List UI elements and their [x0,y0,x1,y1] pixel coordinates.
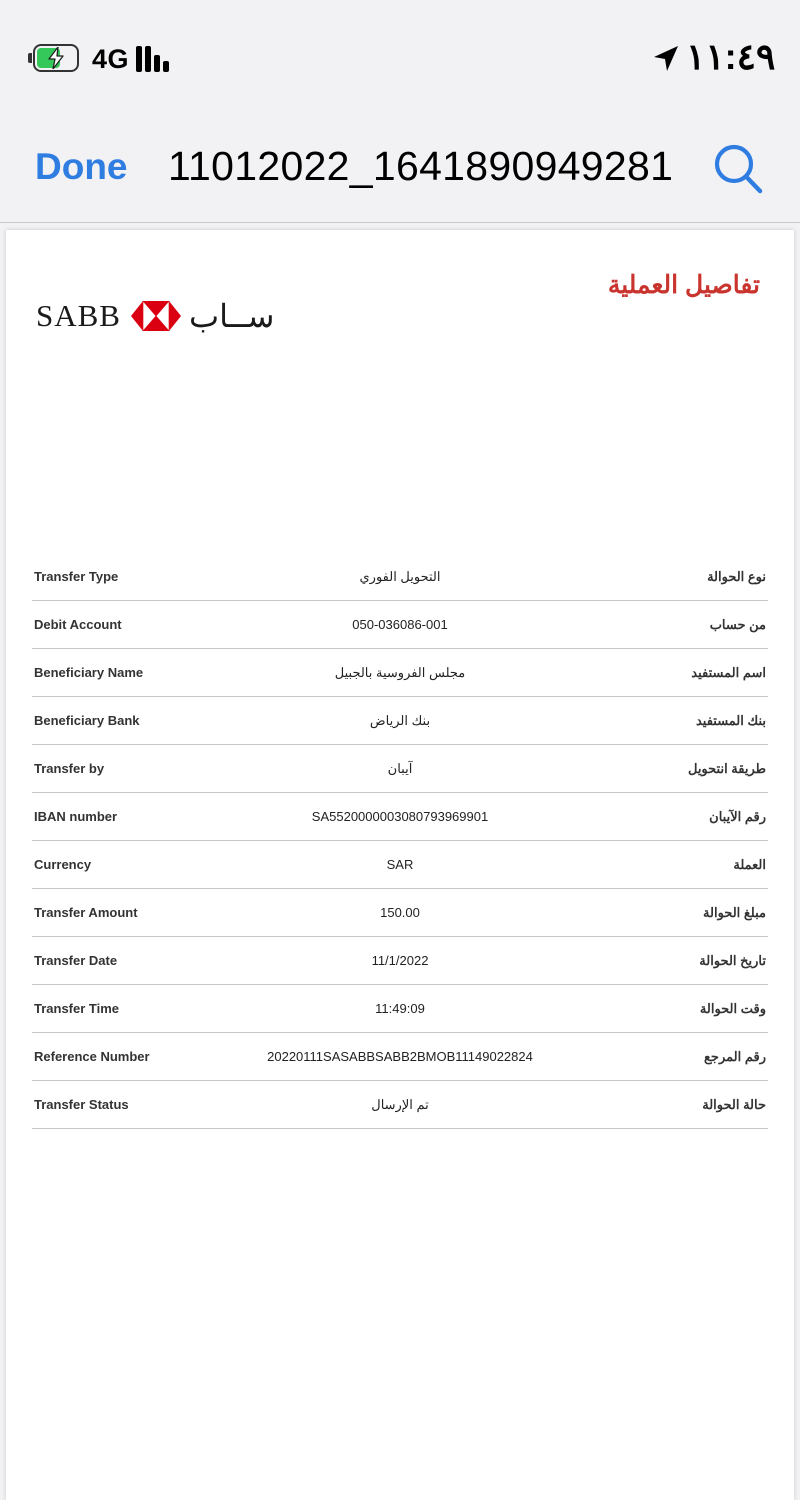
detail-value: 050-036086-001 [352,617,448,632]
detail-label-en: Transfer by [34,761,105,776]
detail-label-en: Beneficiary Bank [34,713,140,728]
detail-row [32,889,768,937]
sabb-hexagon-logo-icon [131,301,181,331]
detail-row [32,937,768,985]
detail-label-ar: رقم المرجع [704,1049,766,1064]
sabb-logo [36,294,274,338]
signal-bars-icon [136,46,176,72]
detail-row [32,841,768,889]
network-type: 4G [92,44,130,74]
detail-label-ar: طريقة انتحويل [687,761,766,776]
detail-value: SA5520000003080793969901 [311,809,489,824]
detail-value: 11/1/2022 [371,953,429,968]
document-title: 11012022_1641890949281 [168,143,674,189]
detail-label-ar: بنك المستفيد [695,713,766,728]
detail-label-ar: اسم المستفيد [691,665,766,680]
detail-row [32,1081,768,1129]
detail-label-en: Transfer Type [34,569,119,584]
logo-text-ar: ســاب [188,298,275,334]
detail-label-ar: من حساب [709,617,766,632]
transaction-details-table [32,553,768,1129]
detail-row [32,601,768,649]
detail-label-ar: تاريخ الحوالة [699,953,766,968]
detail-value: بنك الرياض [369,713,431,728]
battery-charging-icon [33,44,79,72]
detail-row [32,1033,768,1081]
detail-value: التحويل الفوري [359,569,441,584]
detail-value: مجلس الفروسية بالجبيل [334,665,466,680]
detail-label-ar: العملة [733,857,766,872]
detail-value: تم الإرسال [371,1097,429,1112]
detail-label-en: IBAN number [34,809,118,824]
detail-label-ar: مبلغ الحوالة [703,905,766,920]
detail-label-en: Transfer Amount [34,905,138,920]
detail-label-en: Transfer Status [34,1097,129,1112]
detail-value: SAR [386,857,414,872]
detail-label-ar: حالة الحوالة [702,1097,766,1112]
detail-value: 150.00 [380,905,420,920]
detail-label-en: Currency [34,857,92,872]
detail-row [32,553,768,601]
location-arrow-icon [652,44,680,74]
logo-text-en: SABB [36,298,121,333]
battery-cap [28,53,32,63]
detail-row [32,745,768,793]
detail-value: 11:49:09 [375,1001,425,1016]
detail-label-en: Transfer Date [34,953,118,968]
detail-value: آيبان [387,761,413,776]
detail-label-en: Debit Account [34,617,122,632]
detail-row [32,697,768,745]
detail-row [32,649,768,697]
search-icon[interactable] [712,142,764,196]
detail-label-ar: رقم الآيبان [709,809,766,824]
done-button[interactable]: Done [35,146,128,187]
detail-value: 20220111SASABBSABB2BMOB11149022824 [267,1049,533,1064]
detail-label-ar: نوع الحوالة [707,569,766,584]
detail-label-en: Transfer Time [34,1001,120,1016]
detail-row [32,793,768,841]
clock: ١١:٤٩ [686,36,776,77]
document-page [6,230,794,1500]
page-heading: تفاصيل العملية [607,271,760,299]
detail-label-en: Reference Number [34,1049,150,1064]
detail-label-en: Beneficiary Name [34,665,144,680]
detail-label-ar: وقت الحوالة [699,1001,766,1016]
status-bar [0,0,800,120]
detail-row [32,985,768,1033]
